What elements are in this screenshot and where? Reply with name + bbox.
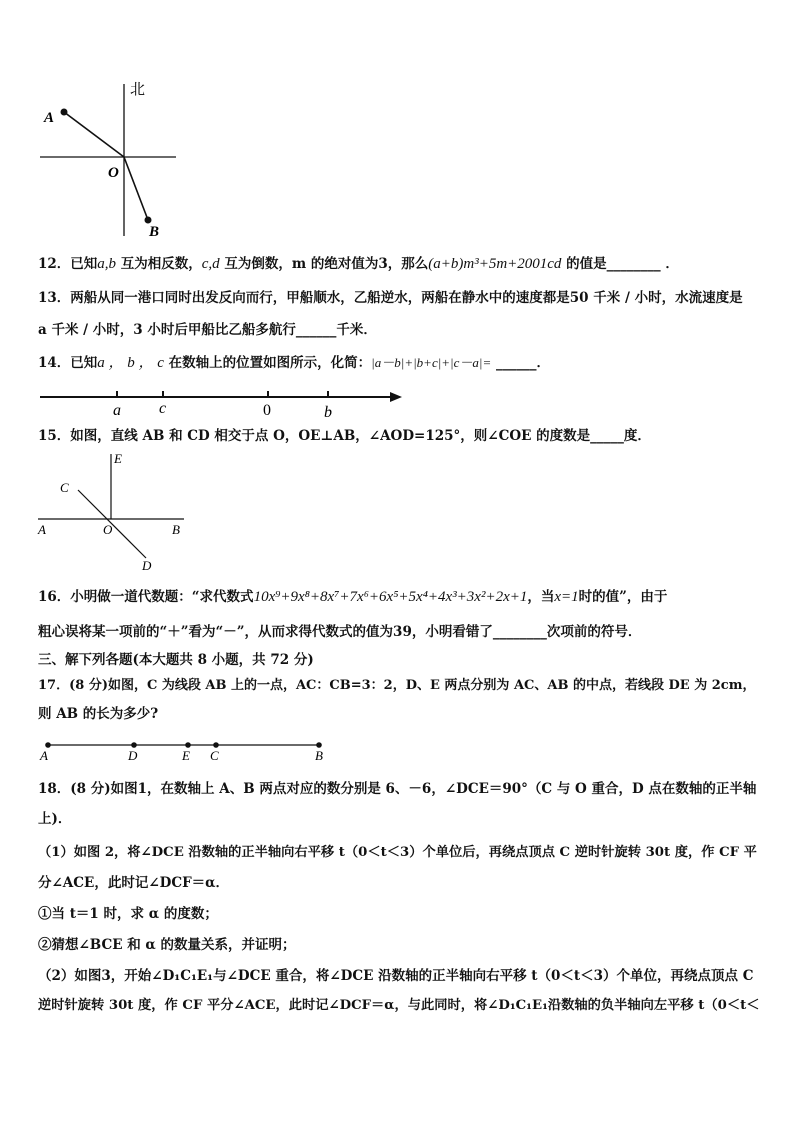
label-c: C — [60, 480, 69, 495]
angles-figure — [36, 450, 196, 574]
label-d: D — [142, 558, 152, 573]
question-16-line2: 粗心误将某一项前的“＋”看为“－”，从而求得代数式的值为39，小明看错了________次项前的符号． — [38, 624, 642, 640]
label-a: A — [44, 110, 55, 126]
point-c — [213, 742, 219, 748]
question-18-part1-line1: （1）如图 2，将∠DCE 沿数轴的正半轴向右平移 t（0＜t＜3）个单位后，再绕点顶点 C 逆时针旋转 30t 度，作 CF 平 — [38, 845, 757, 860]
question-18-line1: 18．(8 分)如图1，在数轴上 A、B 两点对应的数分别是 6、－6，∠DCE＝90°（C 与 O 重合，D 点在数轴的正半轴 — [38, 781, 757, 797]
label-a: a — [113, 402, 121, 419]
label-o: O — [108, 165, 119, 181]
label-north: 北 — [130, 82, 146, 98]
compass-figure — [36, 80, 186, 240]
question-18-part1-line2: 分∠ACE，此时记∠DCF＝α． — [38, 875, 230, 891]
segment-figure — [38, 737, 338, 765]
point-b — [316, 742, 322, 748]
question-14: 14．已知a ， b ， c 在数轴上的位置如图所示，化简：|a－b|+|b+c|+|c－a|= ______． — [38, 355, 550, 371]
question-18-line2: 上)． — [38, 811, 72, 827]
point-d — [131, 742, 137, 748]
label-o: O — [103, 522, 113, 537]
label-zero: 0 — [263, 402, 271, 419]
question-16-line1: 16．小明做一道代数题：“求代数式10x⁹+9x⁸+8x⁷+7x⁶+6x⁵+5x⁴+4x³+3x²+2x+1，当x=1时的值”，由于 — [38, 589, 668, 605]
label-a: A — [40, 748, 48, 763]
question-18-part2-line2: 逆时针旋转 30t 度，作 CF 平分∠ACE，此时记∠DCF＝α，与此同时，将∠D₁C₁E₁沿数轴的负半轴向左平移 t（0＜t＜ — [38, 998, 760, 1013]
number-line-figure — [38, 386, 408, 422]
question-15: 15．如图，直线 AB 和 CD 相交于点 O，OE⊥AB，∠AOD=125°，则∠COE 的度数是_____度． — [38, 428, 651, 444]
point-b — [145, 217, 152, 224]
ray-oa — [64, 112, 124, 157]
label-c: C — [210, 748, 219, 763]
label-e: E — [182, 748, 190, 763]
label-b: B — [315, 748, 323, 763]
label-d: D — [128, 748, 138, 763]
label-e: E — [114, 451, 122, 466]
label-b: B — [172, 522, 180, 537]
question-13-line1: 13．两船从同一港口同时出发反向而行，甲船顺水，乙船逆水，两船在静水中的速度都是50 千米 / 小时，水流速度是 — [38, 290, 743, 306]
label-a: A — [38, 522, 46, 537]
ray-ob — [124, 157, 148, 220]
question-17-line2: 则 AB 的长为多少? — [38, 706, 159, 722]
question-13-line2: a 千米 / 小时，3 小时后甲船比乙船多航行______千米． — [38, 322, 377, 338]
question-12: 12．已知a,b 互为相反数，c,d 互为倒数，m 的绝对值为3，那么(a+b)m³+5m+2001cd 的值是________ ． — [38, 256, 679, 272]
section-title: 三、解下列各题(本大题共 8 小题，共 72 分) — [38, 652, 314, 668]
label-b: B — [149, 224, 160, 240]
label-c: c — [159, 400, 167, 417]
question-18-sub1: ①当 t＝1 时，求 α 的度数； — [38, 906, 218, 922]
label-b: b — [324, 404, 332, 421]
point-e — [185, 742, 191, 748]
question-17-line1: 17．(8 分)如图，C 为线段 AB 上的一点，AC：CB=3：2，D、E 两点分别为 AC、AB 的中点，若线段 DE 为 2cm， — [38, 678, 756, 693]
question-18-sub2: ②猜想∠BCE 和 α 的数量关系，并证明； — [38, 937, 296, 953]
point-a — [45, 742, 51, 748]
question-18-part2-line1: （2）如图3，开始∠D₁C₁E₁与∠DCE 重合，将∠DCE 沿数轴的正半轴向右平移 t（0＜t＜3）个单位，再绕点顶点 C — [38, 968, 754, 984]
point-a — [61, 109, 68, 116]
number-line-arrow — [390, 392, 402, 402]
